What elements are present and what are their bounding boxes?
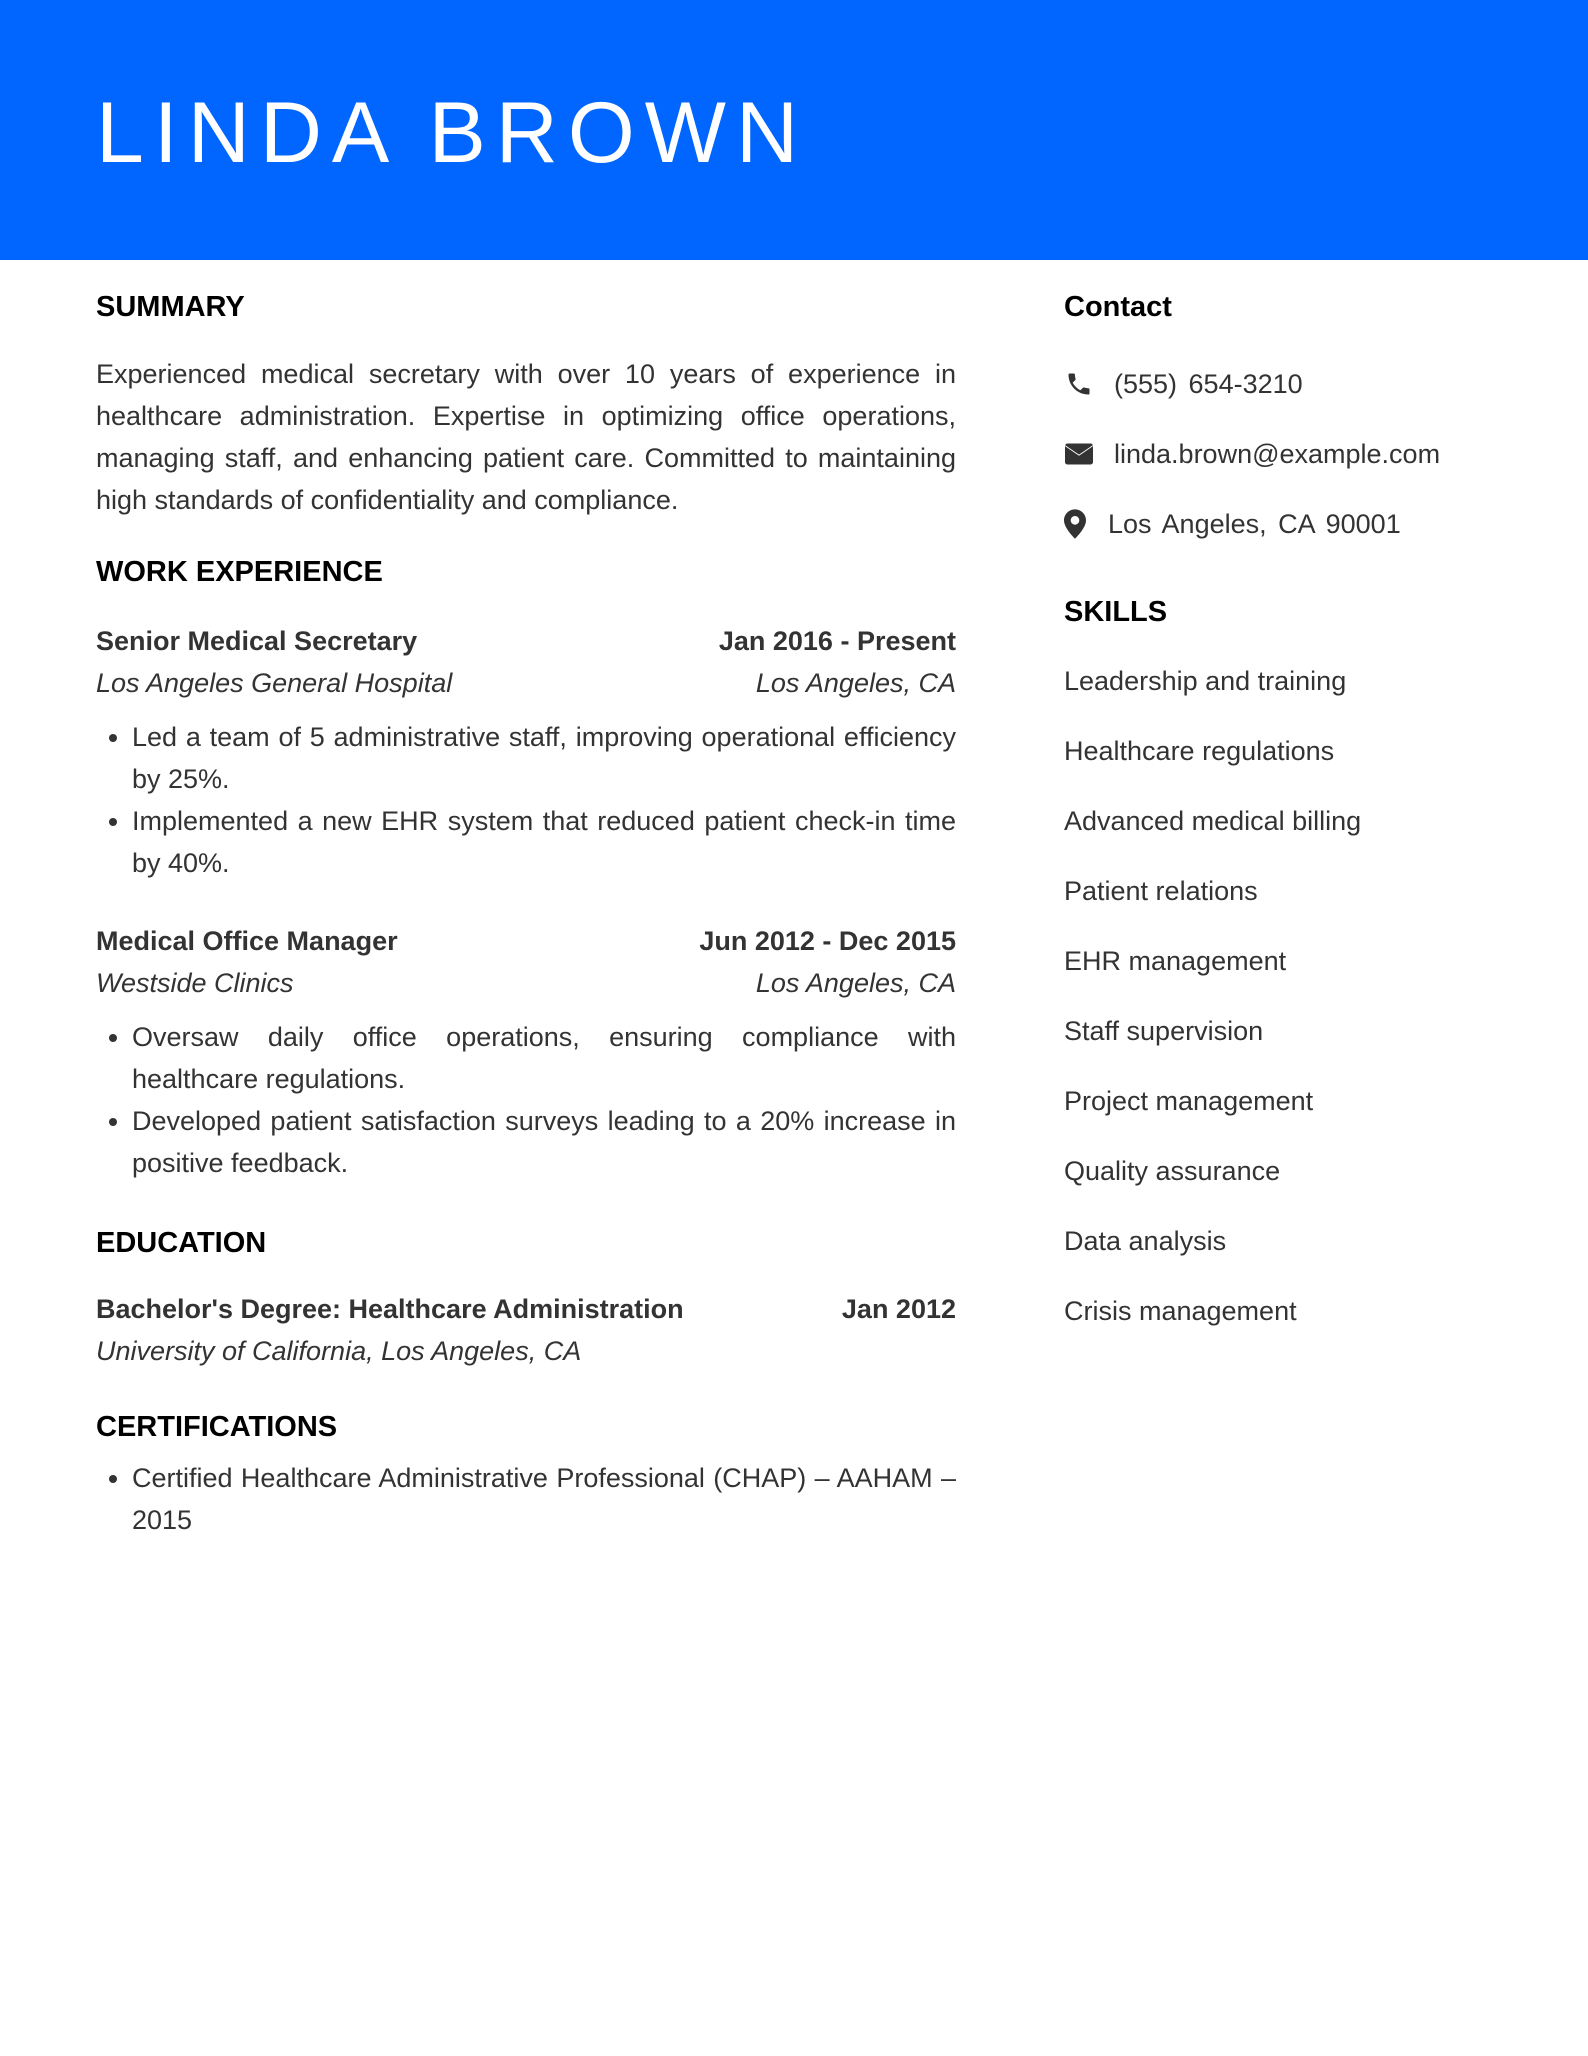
work-experience-heading: WORK EXPERIENCE — [96, 555, 383, 588]
job-bullet: • Oversaw daily office operations, ensuring compliance with healthcare regulations. — [132, 1016, 956, 1100]
work-experience-section — [96, 555, 956, 1184]
job-title: Senior Medical Secretary — [96, 625, 418, 656]
location-text: Los Angeles, CA 90001 — [1108, 508, 1401, 539]
education-heading: EDUCATION — [96, 1226, 267, 1259]
contact-section — [1064, 290, 1524, 543]
skill-item: Project management — [1064, 1085, 1314, 1116]
summary-section — [96, 290, 956, 521]
sidebar-column — [1064, 290, 1524, 1362]
contact-email — [1064, 435, 1524, 473]
education-section — [96, 1226, 956, 1373]
skill-item: Crisis management — [1064, 1295, 1297, 1326]
job-dates: Jan 2016 - Present — [718, 625, 956, 656]
job-bullet: • Led a team of 5 administrative staff, improving operational efficiency by 25%. — [132, 716, 956, 800]
envelope-icon — [1064, 439, 1094, 469]
certifications-list — [96, 1457, 956, 1541]
certifications-heading: CERTIFICATIONS — [96, 1411, 338, 1444]
job-title: Medical Office Manager — [96, 925, 398, 956]
header-banner — [0, 0, 1588, 260]
email-address[interactable]: linda.brown@example.com — [1114, 438, 1441, 469]
skills-list — [1064, 662, 1524, 1330]
skill-item: EHR management — [1064, 945, 1287, 976]
skill-item: Quality assurance — [1064, 1155, 1281, 1186]
job-location: Los Angeles, CA — [755, 667, 956, 698]
contact-list — [1064, 365, 1524, 543]
summary-text: Experienced medical secretary with over 10 years of experience in healthcare administration. Expertise in optimizing office operations, managing staff, and enhancing patient care. Committed to maintaining high standards of confidentiality and compliance. — [96, 358, 956, 515]
summary-heading: SUMMARY — [96, 291, 245, 323]
job-bullets — [96, 1016, 956, 1184]
contact-location — [1064, 505, 1524, 543]
skill-item: Data analysis — [1064, 1225, 1227, 1256]
skill-item: Staff supervision — [1064, 1015, 1264, 1046]
skill-item: Leadership and training — [1064, 665, 1347, 696]
job-organization: Westside Clinics — [96, 967, 294, 998]
education-entry — [96, 1288, 956, 1372]
map-pin-icon — [1064, 509, 1094, 539]
job-entry — [96, 620, 956, 884]
skills-heading: SKILLS — [1064, 595, 1168, 628]
job-organization: Los Angeles General Hospital — [96, 667, 453, 698]
contact-heading: Contact — [1064, 291, 1172, 323]
certifications-section — [96, 1410, 956, 1541]
job-location: Los Angeles, CA — [755, 967, 956, 998]
degree: Bachelor's Degree: Healthcare Administration — [96, 1294, 684, 1325]
skill-item: Advanced medical billing — [1064, 805, 1362, 836]
skill-item: Patient relations — [1064, 875, 1258, 906]
phone-number[interactable]: (555) 654-3210 — [1114, 368, 1303, 399]
candidate-name: LINDA BROWN — [96, 85, 809, 181]
school: University of California, Los Angeles, CA — [96, 1336, 582, 1367]
education-date: Jan 2012 — [841, 1294, 956, 1325]
job-dates: Jun 2012 - Dec 2015 — [699, 925, 956, 956]
skill-item: Healthcare regulations — [1064, 735, 1335, 766]
phone-icon — [1064, 369, 1094, 399]
main-column — [96, 290, 956, 1541]
certification-item: • Certified Healthcare Administrative Professional (CHAP) – AAHAM – 2015 — [132, 1457, 956, 1541]
job-bullet: • Implemented a new EHR system that reduced patient check-in time by 40%. — [132, 800, 956, 884]
job-entry — [96, 920, 956, 1184]
job-bullets — [96, 716, 956, 884]
contact-phone — [1064, 365, 1524, 403]
job-bullet: • Developed patient satisfaction surveys leading to a 20% increase in positive feedback. — [132, 1100, 956, 1184]
skills-section — [1064, 595, 1524, 1330]
